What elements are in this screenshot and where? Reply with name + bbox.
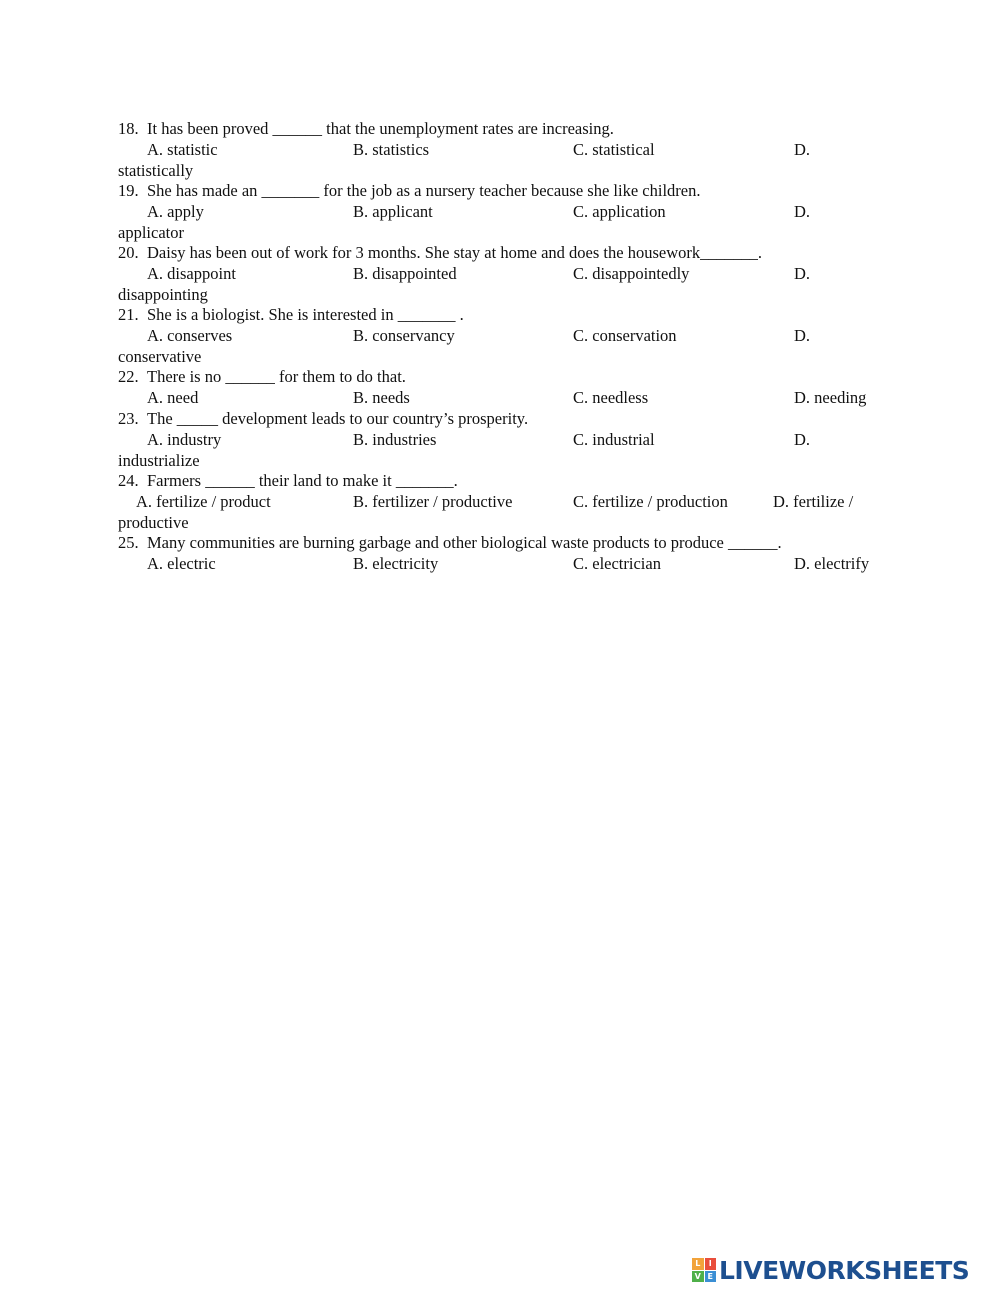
question-20-stem: [118, 242, 898, 263]
option-b[interactable]: B. industries: [353, 430, 437, 449]
option-d[interactable]: D. needing: [794, 388, 867, 407]
logo-badge-letter: E: [705, 1271, 717, 1283]
question-text: The _____ development leads to our country’s prosperity.: [147, 409, 529, 428]
question-25-stem: [118, 532, 898, 553]
option-a[interactable]: A. conserves: [147, 326, 233, 345]
option-a[interactable]: A. statistic: [147, 140, 218, 159]
question-number: 19.: [118, 181, 139, 200]
option-a[interactable]: A. fertilize / product: [136, 492, 271, 511]
option-d[interactable]: D.: [794, 202, 811, 221]
question-text: Many communities are burning garbage and other biological waste products to produce ______.: [147, 533, 782, 552]
option-d[interactable]: D. electrify: [794, 554, 870, 573]
option-d[interactable]: D.: [794, 264, 811, 283]
option-d[interactable]: D.: [794, 430, 811, 449]
question-21-options: [118, 325, 898, 346]
question-19-stem: [118, 180, 898, 201]
option-c[interactable]: C. application: [573, 202, 666, 221]
question-18-stem: [118, 118, 898, 139]
option-b[interactable]: B. conservancy: [353, 326, 455, 345]
option-c[interactable]: C. fertilize / production: [573, 492, 728, 511]
logo-text: LIVEWORKSHEETS: [719, 1255, 970, 1285]
option-a[interactable]: A. disappoint: [147, 264, 236, 283]
option-d-continuation: industrialize: [118, 451, 200, 470]
option-b[interactable]: B. electricity: [353, 554, 439, 573]
option-a[interactable]: A. need: [147, 388, 199, 407]
question-22-options: [118, 387, 898, 408]
question-text: It has been proved ______ that the unemployment rates are increasing.: [147, 119, 614, 138]
question-number: 23.: [118, 409, 139, 428]
option-b[interactable]: B. needs: [353, 388, 410, 407]
question-23-stem: [118, 408, 898, 429]
liveworksheets-logo: [692, 1256, 969, 1284]
option-b[interactable]: B. applicant: [353, 202, 433, 221]
option-c[interactable]: C. industrial: [573, 430, 655, 449]
option-c[interactable]: C. conservation: [573, 326, 677, 345]
question-text: She has made an _______ for the job as a nursery teacher because she like children.: [147, 181, 701, 200]
option-b[interactable]: B. statistics: [353, 140, 430, 159]
option-d[interactable]: D. fertilize /: [773, 492, 854, 511]
option-c[interactable]: C. needless: [573, 388, 649, 407]
option-a[interactable]: A. electric: [147, 554, 216, 573]
question-number: 18.: [118, 119, 139, 138]
question-text: Farmers ______ their land to make it _______.: [147, 471, 458, 490]
logo-badge-icon: [692, 1258, 716, 1282]
question-22-stem: [118, 366, 898, 387]
option-c[interactable]: C. electrician: [573, 554, 661, 573]
option-d-continuation: statistically: [118, 161, 194, 180]
question-number: 24.: [118, 471, 139, 490]
option-d-continuation: disappointing: [118, 285, 208, 304]
question-number: 22.: [118, 367, 139, 386]
option-a[interactable]: A. apply: [147, 202, 204, 221]
option-b[interactable]: B. disappointed: [353, 264, 457, 283]
option-d-continuation: conservative: [118, 347, 202, 366]
question-text: Daisy has been out of work for 3 months. She stay at home and does the housework_______.: [147, 243, 762, 262]
option-c[interactable]: C. statistical: [573, 140, 655, 159]
logo-badge-letter: L: [692, 1258, 704, 1270]
question-25-options: [118, 553, 898, 574]
question-number: 21.: [118, 305, 139, 324]
question-24-options: [118, 491, 898, 512]
question-24-stem: [118, 470, 898, 491]
option-b[interactable]: B. fertilizer / productive: [353, 492, 513, 511]
question-21-stem: [118, 304, 898, 325]
question-20-options: [118, 263, 898, 284]
logo-badge-letter: I: [705, 1258, 717, 1270]
question-text: There is no ______ for them to do that.: [147, 367, 406, 386]
question-number: 20.: [118, 243, 139, 262]
option-d[interactable]: D.: [794, 326, 811, 345]
option-d-continuation: productive: [118, 513, 189, 532]
logo-badge-letter: V: [692, 1271, 704, 1283]
option-d[interactable]: D.: [794, 140, 811, 159]
question-23-options: [118, 429, 898, 450]
question-number: 25.: [118, 533, 139, 552]
option-c[interactable]: C. disappointedly: [573, 264, 690, 283]
question-19-options: [118, 201, 898, 222]
option-d-continuation: applicator: [118, 223, 184, 242]
question-18-options: [118, 139, 898, 160]
question-text: She is a biologist. She is interested in _______ .: [147, 305, 464, 324]
option-a[interactable]: A. industry: [147, 430, 222, 449]
